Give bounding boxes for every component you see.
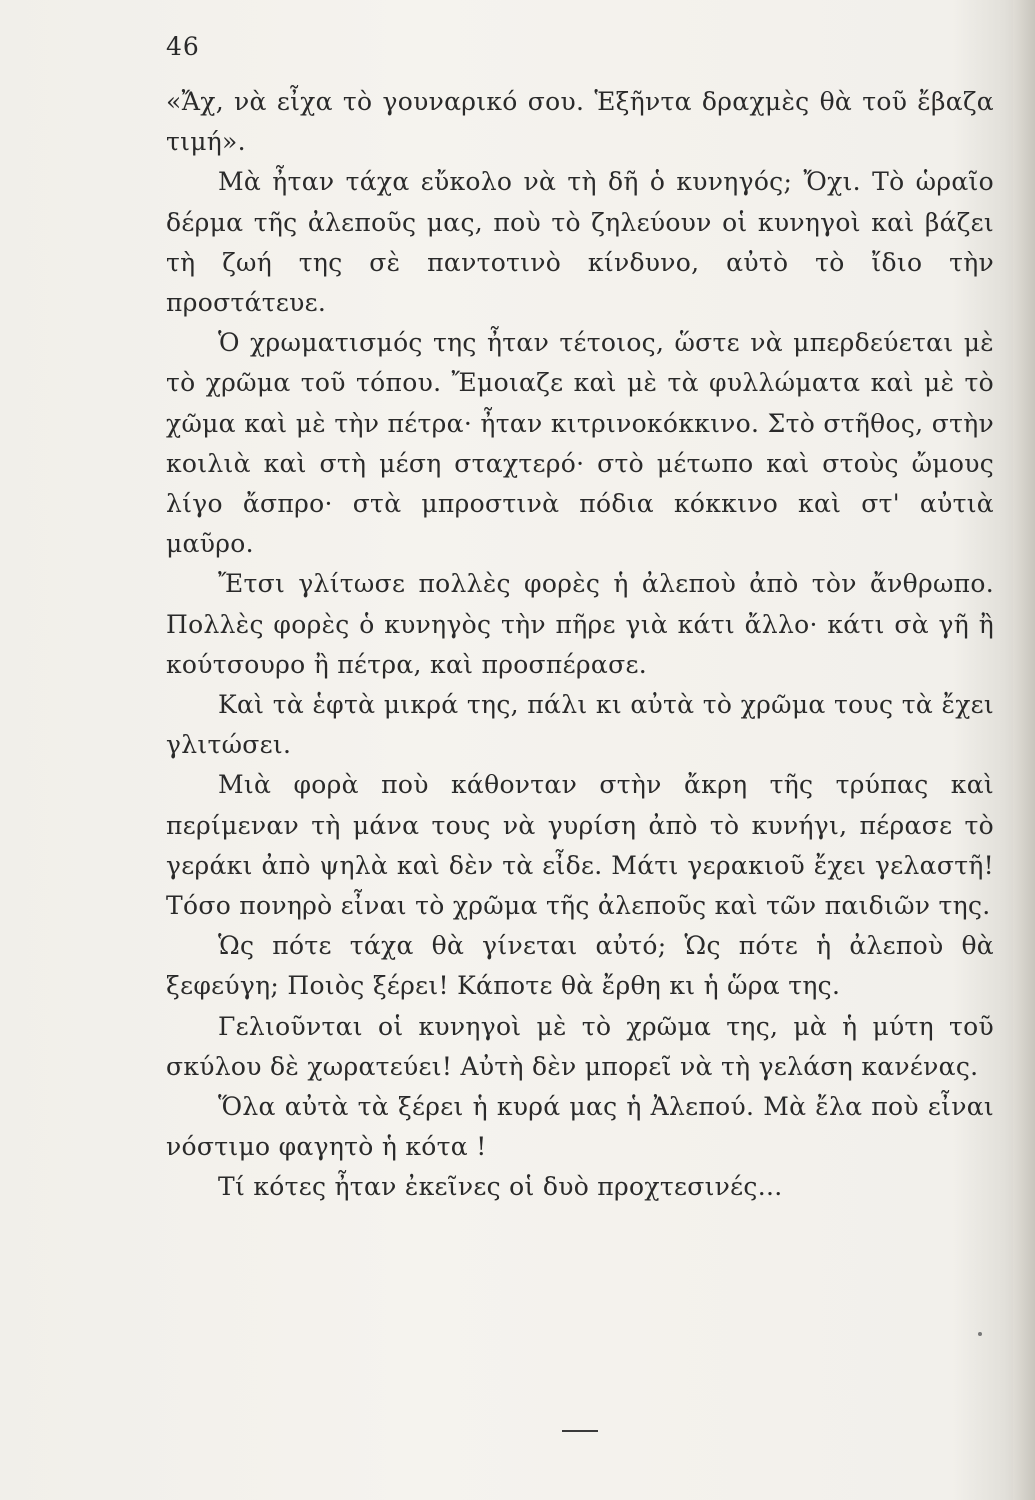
paragraph: Μὰ ἦταν τάχα εὔκολο νὰ τὴ δῆ ὁ κυνηγός; Ὄχι. Τὸ ὡραῖο δέρμα τῆς ἀλεποῦς μας, ποὺ τὸ ζηλεύουν οἱ κυνηγοὶ καὶ βάζει τὴ ζωή της σὲ παντοτινὸ κίνδυνο, αὐτὸ τὸ ἴδιο τὴν προστάτευε. [166,167,994,318]
paragraph: Μιὰ φορὰ ποὺ κάθονταν στὴν ἄκρη τῆς τρύπας καὶ περίμεναν τὴ μάνα τους νὰ γυρίση ἀπὸ τὸ κυνήγι, πέρασε τὸ γεράκι ἀπὸ ψηλὰ καὶ δὲν τὰ εἶδε. Μάτι γερακιοῦ ἔχει γελαστῆ! Τόσο πονηρὸ εἶναι τὸ χρῶμα τῆς ἀλεποῦς καὶ τῶν παιδιῶν της. [166,770,994,921]
page-spine-shadow [1013,0,1035,1500]
paragraph: Ἔτσι γλίτωσε πολλὲς φορὲς ἡ ἀλεποὺ ἀπὸ τὸν ἄνθρωπο. Πολλὲς φορὲς ὁ κυνηγὸς τὴν πῆρε γιὰ κάτι ἄλλο· κάτι σὰ γῆ ἢ κούτσουρο ἢ πέτρα, καὶ προσπέρασε. [166,569,994,679]
paragraph: «Ἄχ, νὰ εἶχα τὸ γουναρικό σου. Ἑξῆντα δραχμὲς θὰ τοῦ ἔβαζα τιμή». [166,87,994,157]
paragraph: Καὶ τὰ ἑφτὰ μικρά της, πάλι κι αὐτὰ τὸ χρῶμα τους τὰ ἔχει γλιτώσει. [166,690,994,760]
section-end-rule [562,1430,598,1432]
page-number: 46 [166,32,200,61]
paragraph: Ὡς πότε τάχα θὰ γίνεται αὐτό; Ὡς πότε ἡ ἀλεποὺ θὰ ξεφεύγη; Ποιὸς ξέρει! Κάποτε θὰ ἔρθη κι ἡ ὥρα της. [166,931,994,1001]
paragraph: Ὁ χρωματισμός της ἦταν τέτοιος, ὥστε νὰ μπερδεύεται μὲ τὸ χρῶμα τοῦ τόπου. Ἔμοιαζε καὶ μὲ τὰ φυλλώματα καὶ μὲ τὸ χῶμα καὶ μὲ τὴν πέτρα· ἦταν κιτρινοκόκκινο. Στὸ στῆθος, στὴν κοιλιὰ καὶ στὴ μέση σταχτερό· στὸ μέτωπο καὶ στοὺς ὤμους λίγο ἄσπρο· στὰ μπροστινὰ πόδια κόκκινο καὶ στ' αὐτιὰ μαῦρο. [166,328,994,559]
body-text [166,82,994,1208]
ink-dot [978,1332,982,1336]
paragraph: Ὅλα αὐτὰ τὰ ξέρει ἡ κυρά μας ἡ Ἀλεπού. Μὰ ἔλα ποὺ εἶναι νόστιμο φαγητὸ ἡ κότα ! [166,1092,994,1162]
paragraph: Γελιοῦνται οἱ κυνηγοὶ μὲ τὸ χρῶμα της, μὰ ἡ μύτη τοῦ σκύλου δὲ χωρατεύει! Αὐτὴ δὲν μπορεῖ νὰ τὴ γελάση κανένας. [166,1011,994,1081]
paragraph: Τί κότες ἦταν ἐκεῖνες οἱ δυὸ προχτεσινές... [218,1172,783,1202]
